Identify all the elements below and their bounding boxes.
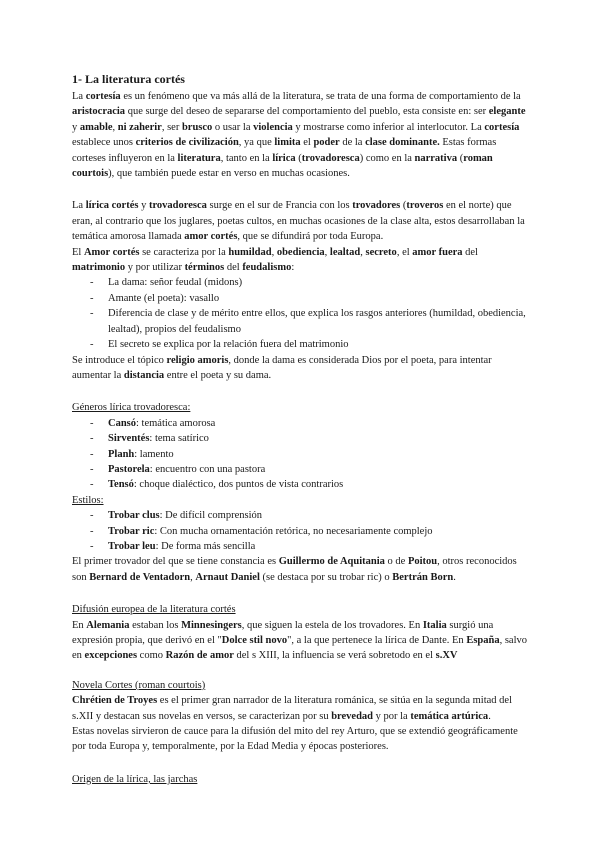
bold-term: matrimonio (72, 262, 126, 274)
bold-term: Pastorela (108, 463, 150, 475)
list-bullet: - (90, 448, 94, 460)
bold-term: Minnesingers (181, 619, 242, 631)
list-item (72, 306, 530, 337)
paragraph-chretien (72, 693, 530, 724)
bold-term: Planh (108, 448, 135, 460)
bold-term: Italia (422, 619, 447, 631)
genres-list (72, 416, 530, 493)
list-bullet: - (90, 339, 94, 351)
text-run: es el primer gran narrador de la literatura románica, se sitúa en la segunda mitad del s.XII y destacan sus novelas en versos, se caracterizan por su (72, 695, 512, 722)
text-run: , el (396, 246, 413, 258)
text-run: , que siguen la estela de los trovadores. En (241, 619, 423, 631)
bold-term: Chrétien de Troyes (72, 695, 158, 707)
list-item (72, 524, 530, 539)
text-run: , (360, 246, 366, 258)
feudal-terms-list (72, 275, 530, 352)
bold-term: Trobar clus (108, 510, 160, 522)
list-bullet: - (90, 292, 94, 304)
text-run: . (453, 571, 456, 583)
text-run: , que se difundirá por toda Europa. (237, 231, 384, 243)
bold-term: términos (184, 262, 225, 274)
bold-term: lírica (272, 152, 296, 164)
text-run: ( (457, 152, 464, 164)
text-run: y por utilizar (125, 262, 185, 274)
text-run: en el norte) que eran, al contrario que los juglares, poetas cultos, en muchas ocasiones de la clase alta, estos desarrollaban la temática amorosa llamada (72, 200, 525, 243)
bold-term: brevedad (331, 710, 374, 722)
bold-term: cortesía (85, 91, 121, 102)
text-run: y (138, 200, 149, 212)
paragraph-religio-amoris (72, 353, 530, 384)
text-run: surgió una expresión propia, que derivó en el " (72, 619, 494, 646)
text-run: : lamento (134, 448, 174, 460)
bold-term: poder (313, 137, 340, 149)
bold-term: feudalismo (242, 262, 292, 274)
text-run: surge en el sur de Francia con los (206, 200, 353, 212)
list-bullet: - (90, 417, 94, 429)
paragraph-difusion (72, 618, 530, 664)
text-run: , (324, 246, 330, 258)
text-run: , otros reconocidos son (72, 556, 517, 583)
section-title: 1- La literatura cortés (72, 72, 185, 86)
bold-term: limita (274, 137, 301, 149)
text-run: : Con mucha ornamentación retórica, no necesariamente complejo (154, 525, 433, 537)
list-item (72, 447, 530, 462)
bold-term: trovadoresca (301, 152, 360, 164)
text-run: La (72, 200, 86, 212)
list-bullet: - (90, 308, 94, 320)
list-bullet: - (90, 277, 94, 289)
bold-term: Bertrán Born (392, 571, 454, 583)
text-run: : De difícil comprensión (159, 510, 262, 522)
text-run: ), que también puede estar en verso en muchas ocasiones. (108, 168, 350, 180)
list-item (72, 275, 530, 290)
bold-term: Dolce stil novo (221, 635, 288, 646)
text-run: , ya que (238, 137, 275, 149)
bold-term: lealtad (329, 246, 361, 258)
list-item (72, 431, 530, 446)
heading-difusion: Difusión europea de la literatura cortés (72, 604, 236, 616)
list-item (72, 477, 530, 492)
bold-term: distancia (123, 369, 165, 381)
heading-origen: Origen de la lírica, las jarchas (72, 773, 198, 785)
bold-term: lírica cortés (85, 200, 139, 212)
text-run: entre el poeta y su dama. (164, 369, 272, 381)
text-run: : choque dialéctico, dos puntos de vista contrarios (133, 479, 344, 491)
text-run: , (190, 571, 196, 583)
bold-term: narrativa (414, 152, 458, 164)
text-run: se caracteriza por la (139, 246, 229, 258)
bold-term: humildad (228, 246, 272, 258)
text-run: del (224, 262, 243, 274)
text-run: o usar la (212, 121, 254, 133)
text-run: , donde la dama es considerada Dios por el poeta, para intentar aumentar la (72, 354, 492, 381)
text-run: El secreto se explica por la relación fuera del matrimonio (108, 339, 349, 351)
text-run: Se introduce el tópico (72, 354, 167, 366)
bold-term: amor cortés (184, 231, 238, 243)
bold-term: excepciones (84, 650, 138, 662)
bold-term: violencia (253, 121, 293, 133)
list-item (72, 508, 530, 523)
bold-term: criterios de civilización (135, 137, 239, 149)
text-run: : temática amorosa (136, 417, 216, 429)
text-run: El primer trovador del que se tiene constancia es (72, 556, 279, 568)
paragraph-lirica-cortes (72, 198, 530, 244)
heading-generos: Géneros lírica trovadoresca: (72, 402, 191, 414)
bold-term: Trobar ric (108, 525, 155, 537)
bold-term: secreto (365, 246, 397, 258)
bold-term: Alemania (86, 619, 130, 631)
text-run: Estas novelas sirvieron de cauce para la difusión del mito del rey Arturo, que se extendió geográficamente por toda Europa y, temporalmente, por la Edad Media y épocas posteriores. (72, 726, 518, 753)
list-bullet: - (90, 479, 94, 491)
bold-term: trovadoresca (148, 200, 207, 212)
bold-term: amable (79, 121, 113, 133)
bold-term: obediencia (276, 246, 325, 258)
bold-term: ni zaherir (117, 121, 162, 133)
text-run: : tema satírico (149, 433, 209, 445)
text-run: : encuentro con una pastora (149, 463, 266, 475)
text-run: , (271, 246, 277, 258)
text-run: En (72, 619, 87, 631)
text-run: de la (339, 137, 366, 149)
text-run: : (291, 262, 295, 274)
text-run: , salvo en (72, 635, 528, 662)
list-item (72, 539, 530, 554)
text-run: ( (295, 152, 302, 164)
text-run: o de (384, 556, 408, 568)
list-bullet: - (90, 510, 94, 522)
text-run: que surge del deseo de separarse del comportamiento del pueblo, esta consiste en: ser (125, 106, 489, 118)
list-item (72, 291, 530, 306)
list-item (72, 337, 530, 352)
bold-term: trovadores (352, 200, 401, 212)
text-run: ) como en la (359, 152, 415, 164)
bold-term: elegante (488, 106, 526, 118)
paragraph-trovadores (72, 554, 530, 585)
styles-list (72, 508, 530, 554)
paragraph-cortesia (72, 89, 530, 181)
text-run: : De forma más sencilla (155, 540, 256, 552)
bold-term: Amor cortés (83, 246, 140, 258)
bold-term: troveros (406, 200, 444, 212)
text-run: ( (400, 200, 407, 212)
bold-term: amor fuera (412, 246, 463, 258)
bold-term: roman courtois (72, 152, 493, 180)
bold-term: cortesía (484, 121, 520, 133)
text-run: ", a la que pertenece la lírica de Dante. En (287, 635, 467, 646)
text-run: El (72, 246, 84, 258)
heading-novela: Novela Cortes (roman courtois) (72, 679, 206, 691)
text-run: , (112, 121, 118, 133)
text-run: y (72, 121, 80, 133)
bold-term: brusco (181, 121, 213, 133)
bold-term: España (466, 635, 500, 646)
bold-term: aristocracia (72, 106, 126, 118)
bold-term: temática artúrica (410, 710, 489, 722)
text-run: , ser (161, 121, 182, 133)
text-run: La dama: señor feudal (midons) (108, 277, 243, 289)
text-run: La (72, 91, 86, 102)
list-item (72, 416, 530, 431)
bold-term: clase dominante. (365, 137, 440, 149)
bold-term: Poitou (407, 556, 438, 568)
list-bullet: - (90, 433, 94, 445)
bold-term: Trobar leu (108, 540, 156, 552)
text-run: establece unos (72, 137, 136, 149)
bold-term: Guillermo de Aquitania (278, 556, 385, 568)
bold-term: Razón de amor (165, 650, 234, 662)
bold-term: Cansó (108, 417, 137, 429)
text-run: Amante (el poeta): vasallo (108, 292, 220, 304)
text-run: Estas formas corteses influyeron en la (72, 137, 497, 164)
text-run: del (462, 246, 478, 258)
list-bullet: - (90, 540, 94, 552)
list-bullet: - (90, 463, 94, 475)
bold-term: s.XV (435, 650, 458, 662)
heading-estilos: Estilos: (72, 494, 104, 506)
text-run: y mostrarse como inferior al interlocutor. La (292, 121, 485, 133)
text-run: como (137, 650, 166, 662)
text-run: (se destaca por su trobar ric) o (259, 571, 393, 583)
list-bullet: - (90, 525, 94, 537)
paragraph-arturo (72, 724, 530, 755)
text-run: es un fenómeno que va más allá de la literatura, se trata de una forma de comportamiento de la (120, 91, 521, 102)
bold-term: Bernard de Ventadorn (89, 571, 191, 583)
bold-term: Tensó (108, 479, 134, 491)
bold-term: literatura (177, 152, 221, 164)
bold-term: religio amoris (166, 354, 229, 366)
text-run: el (300, 137, 314, 149)
bold-term: Arnaut Daniel (195, 571, 260, 583)
bold-term: Sirventés (108, 433, 150, 445)
text-run: estaban los (129, 619, 182, 631)
text-run: y por la (373, 710, 411, 722)
text-run: , tanto en la (220, 152, 273, 164)
text-run: . (488, 710, 491, 722)
list-item (72, 462, 530, 477)
paragraph-amor-cortes (72, 245, 530, 276)
text-run: del s XIII, la influencia se verá sobretodo en el (233, 650, 436, 662)
text-run: Diferencia de clase y de mérito entre ellos, que explica los rasgos anteriores (humildad, obediencia, lealtad), propios del feudalismo (108, 308, 526, 335)
